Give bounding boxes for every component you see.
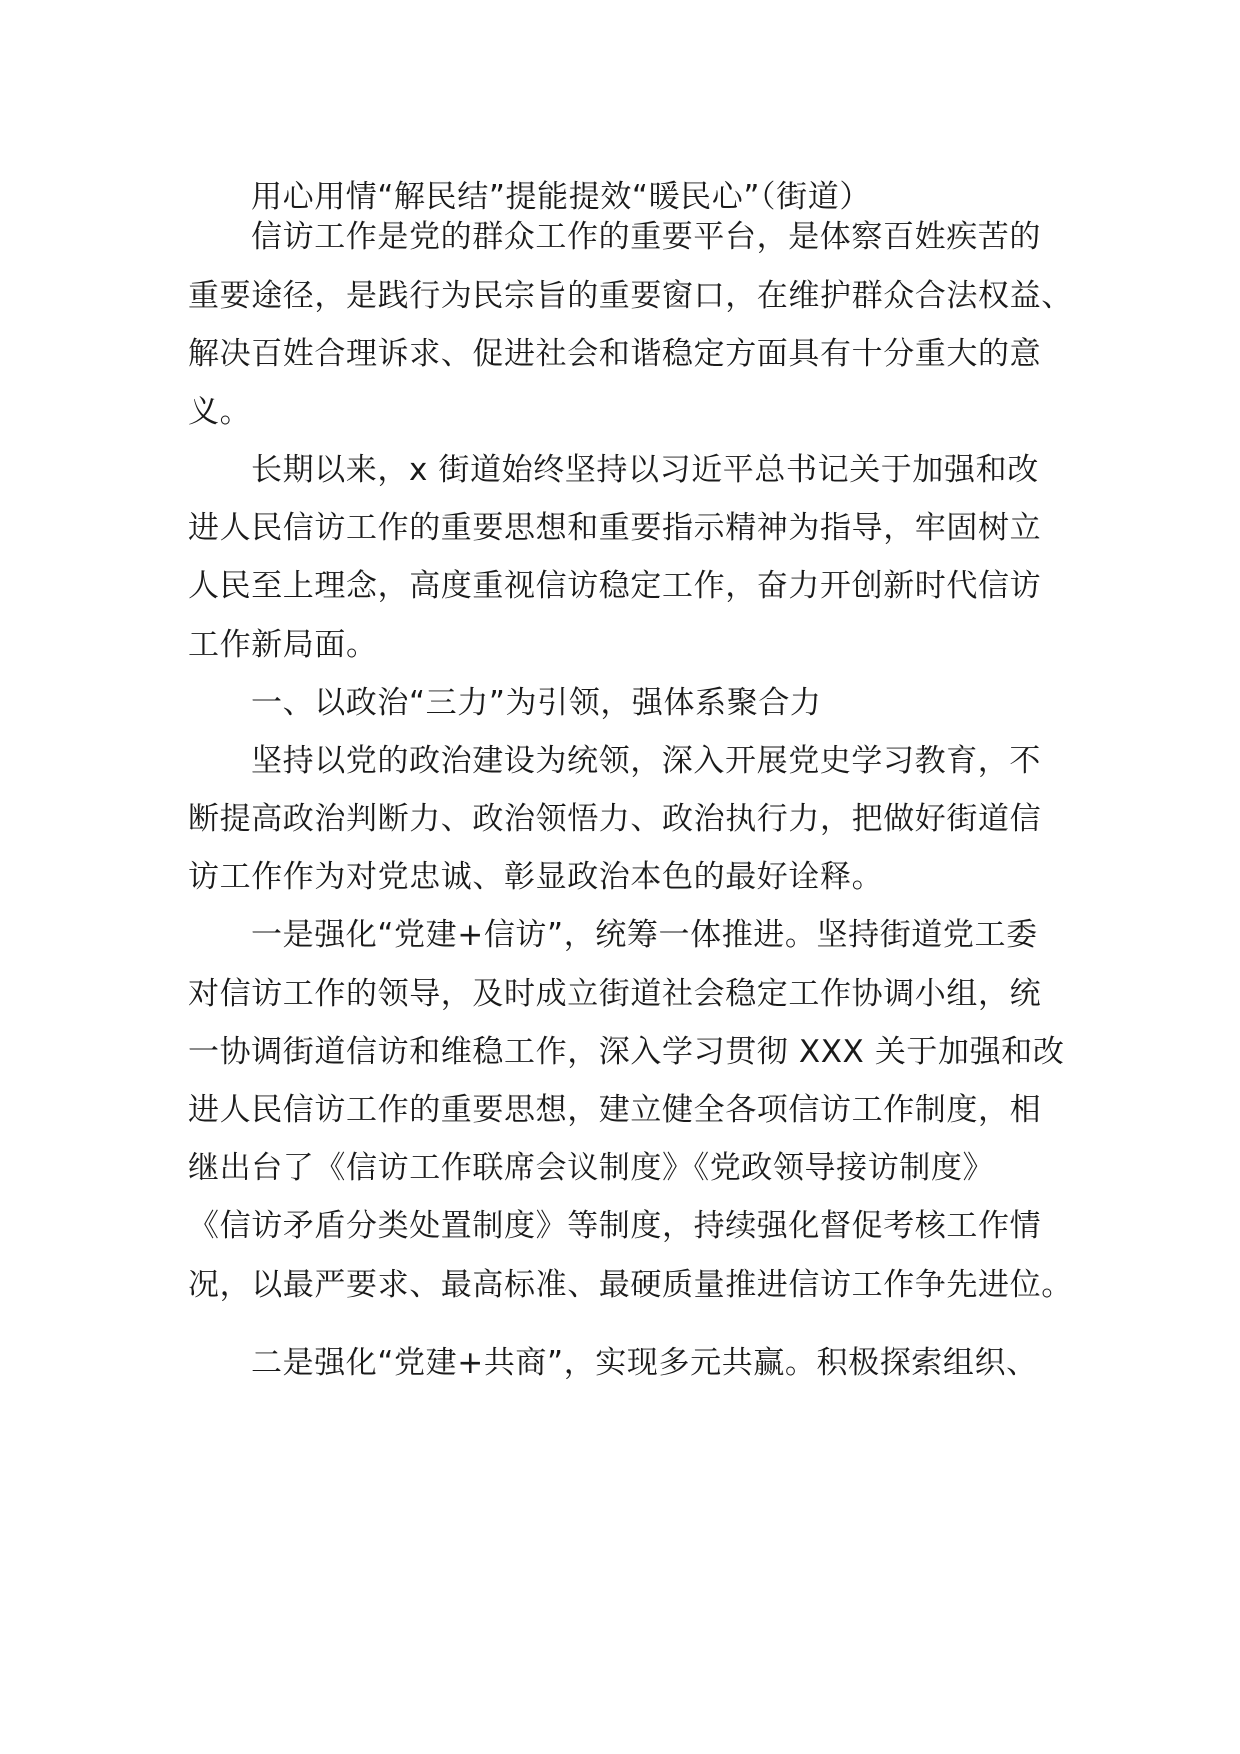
- section-heading: 一、以政治“三力”为引领，强体系聚合力: [251, 685, 822, 721]
- paragraph-line: 一是强化“党建+信访”，统筹一体推进。坚持街道党工委: [251, 917, 1038, 953]
- paragraph-line: 《信访矛盾分类处置制度》等制度，持续强化督促考核工作情: [188, 1208, 1042, 1244]
- paragraph-line: 重要途径，是践行为民宗旨的重要窗口，在维护群众合法权益、: [188, 278, 1073, 314]
- paragraph-line: 长期以来，x 街道始终坚持以习近平总书记关于加强和改: [251, 452, 1039, 488]
- paragraph-line: 访工作作为对党忠诚、彰显政治本色的最好诠释。: [188, 859, 884, 895]
- paragraph-line: 人民至上理念，高度重视信访稳定工作，奋力开创新时代信访: [188, 568, 1042, 604]
- paragraph-line: 解决百姓合理诉求、促进社会和谐稳定方面具有十分重大的意: [188, 336, 1042, 372]
- paragraph-line: 进人民信访工作的重要思想和重要指示精神为指导，牢固树立: [188, 510, 1042, 546]
- paragraph-line: 信访工作是党的群众工作的重要平台，是体察百姓疾苦的: [251, 219, 1041, 255]
- paragraph-line: 工作新局面。: [188, 627, 378, 663]
- paragraph-line: 进人民信访工作的重要思想，建立健全各项信访工作制度，相: [188, 1092, 1042, 1128]
- paragraph-line: 一协调街道信访和维稳工作，深入学习贯彻 XXX 关于加强和改: [188, 1034, 1065, 1070]
- paragraph-line: 况，以最严要求、最高标准、最硬质量推进信访工作争先进位。: [188, 1267, 1073, 1303]
- paragraph-line: 坚持以党的政治建设为统领，深入开展党史学习教育，不: [251, 743, 1041, 779]
- paragraph-line: 继出台了《信访工作联席会议制度》《党政领导接访制度》: [188, 1150, 995, 1186]
- paragraph-line: 义。: [188, 394, 252, 430]
- paragraph-line: 断提高政治判断力、政治领悟力、政治执行力，把做好街道信: [188, 801, 1042, 837]
- document-title: 用心用情“解民结”提能提效“暖民心”（街道）: [251, 179, 871, 215]
- paragraph-line: 二是强化“党建+共商”，实现多元共赢。积极探索组织、: [251, 1345, 1038, 1381]
- paragraph-line: 对信访工作的领导，及时成立街道社会稳定工作协调小组，统: [188, 976, 1042, 1012]
